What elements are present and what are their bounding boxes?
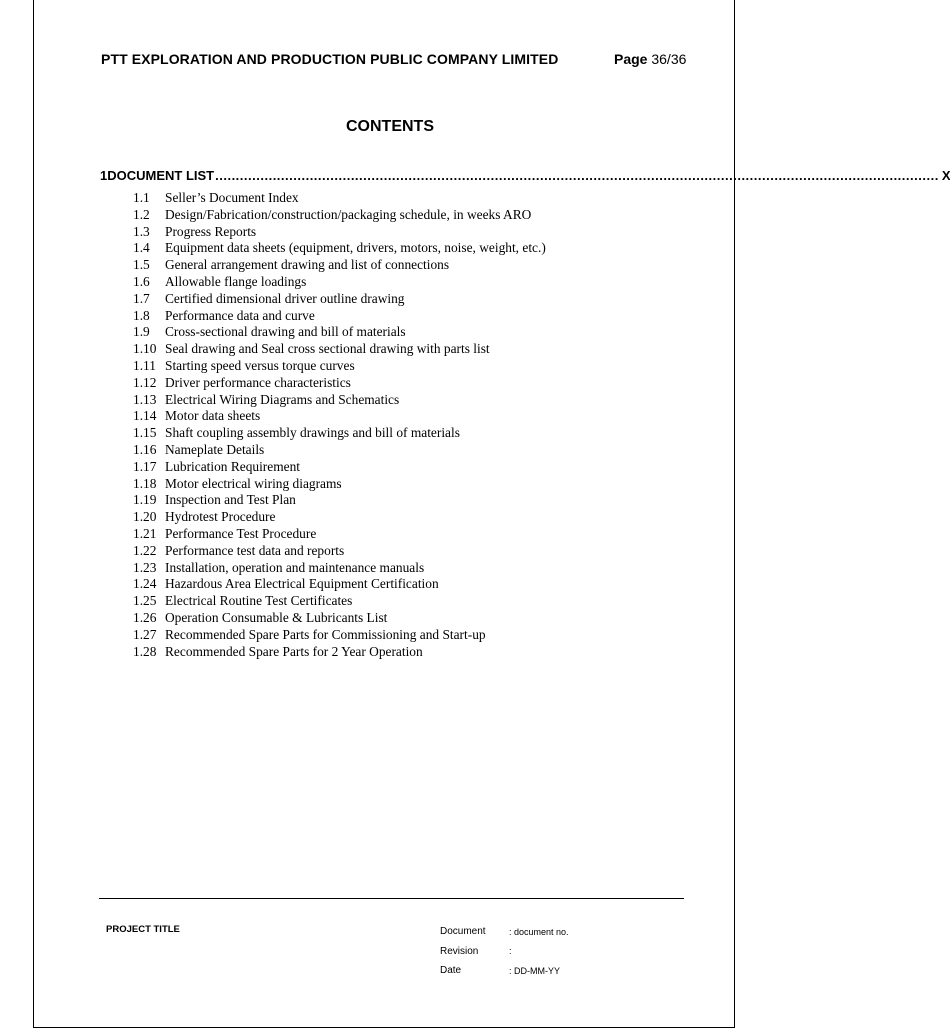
dot-leader: ................................................................................................................................................................................: [215, 168, 939, 183]
toc-item[interactable]: [133, 560, 546, 577]
toc-item-number: 1.22: [133, 542, 157, 558]
toc-item-title: Driver performance characteristics: [165, 374, 351, 390]
toc-item-title: Certified dimensional driver outline drawing: [165, 290, 405, 306]
toc-item-title: Allowable flange loadings: [165, 273, 307, 289]
toc-item[interactable]: [133, 341, 546, 358]
date-value: : DD-MM-YY: [509, 965, 560, 976]
toc-item-number: 1.24: [133, 576, 157, 592]
toc-item[interactable]: [133, 459, 546, 476]
toc-item-number: 1.19: [133, 492, 157, 508]
toc-item[interactable]: [133, 576, 546, 593]
toc-item-title: Lubrication Requirement: [165, 458, 300, 474]
toc-item-title: Inspection and Test Plan: [165, 492, 296, 508]
toc-item[interactable]: [133, 644, 546, 661]
toc-item-title: Hazardous Area Electrical Equipment Certification: [165, 576, 439, 592]
toc-item-title: Seller’s Document Index: [165, 190, 299, 205]
toc-item-number: 1.21: [133, 525, 157, 541]
toc-item-title: Installation, operation and maintenance manuals: [165, 559, 425, 575]
toc-item-number: 1.3: [133, 223, 150, 239]
toc-item-number: 1.18: [133, 475, 157, 491]
toc-item[interactable]: [133, 324, 546, 341]
toc-item-title: Seal drawing and Seal cross sectional drawing with parts list: [165, 341, 490, 357]
toc-item-title: Motor electrical wiring diagrams: [165, 475, 342, 491]
toc-item-title: Electrical Routine Test Certificates: [165, 593, 353, 609]
page-label: Page: [614, 51, 648, 67]
toc-item[interactable]: [133, 509, 546, 526]
toc-item-title: Equipment data sheets (equipment, drivers, motors, noise, weight, etc.): [165, 240, 546, 256]
toc-item[interactable]: [133, 291, 546, 308]
company-name: PTT EXPLORATION AND PRODUCTION PUBLIC COMPANY LIMITED: [101, 51, 559, 67]
toc-item-number: 1.8: [133, 307, 150, 323]
toc-item-number: 1.23: [133, 559, 157, 575]
toc-item-title: Recommended Spare Parts for Commissioning and Start-up: [165, 626, 486, 642]
meta-revision-row: [440, 942, 569, 962]
toc-item-title: Starting speed versus torque curves: [165, 357, 355, 373]
toc-item-title: Electrical Wiring Diagrams and Schematics: [165, 391, 400, 407]
toc-item-title: Recommended Spare Parts for 2 Year Operation: [165, 643, 423, 659]
toc-item-title: Shaft coupling assembly drawings and bill of materials: [165, 425, 460, 441]
toc-item-number: 1.1: [133, 190, 150, 205]
toc-list: [133, 190, 546, 660]
toc-item-title: General arrangement drawing and list of connections: [165, 257, 450, 273]
toc-item[interactable]: [133, 392, 546, 409]
toc-item-title: Motor data sheets: [165, 408, 261, 424]
toc-item[interactable]: [133, 492, 546, 509]
toc-item[interactable]: [133, 408, 546, 425]
footer-divider: [99, 898, 684, 899]
toc-item-number: 1.15: [133, 425, 157, 441]
toc-item-title: Nameplate Details: [165, 441, 265, 457]
toc-item-number: 1.9: [133, 324, 150, 340]
toc-item[interactable]: [133, 308, 546, 325]
revision-value: :: [509, 946, 512, 957]
page-indicator: [614, 51, 686, 67]
toc-item-title: Performance Test Procedure: [165, 525, 317, 541]
toc-item-number: 1.7: [133, 290, 150, 306]
toc-item-title: Performance test data and reports: [165, 542, 345, 558]
toc-item-number: 1.17: [133, 458, 157, 474]
toc-item[interactable]: [133, 543, 546, 560]
toc-item[interactable]: [133, 425, 546, 442]
toc-item[interactable]: [133, 593, 546, 610]
toc-item-number: 1.2: [133, 206, 150, 222]
toc-item[interactable]: [133, 257, 546, 274]
document-label: Document: [440, 926, 486, 938]
page-number: 36/36: [651, 51, 687, 67]
document-value: : document no.: [509, 926, 569, 937]
toc-item-number: 1.26: [133, 609, 157, 625]
toc-item-title: Design/Fabrication/construction/packaging schedule, in weeks ARO: [165, 206, 532, 222]
toc-item[interactable]: [133, 375, 546, 392]
section-page-ref: X: [941, 168, 950, 183]
toc-item-number: 1.12: [133, 374, 157, 390]
contents-title: CONTENTS: [346, 118, 434, 135]
toc-item-number: 1.11: [133, 357, 156, 373]
project-title: PROJECT TITLE: [106, 924, 180, 935]
toc-item[interactable]: [133, 224, 546, 241]
meta-date-row: [440, 961, 569, 981]
section-title: DOCUMENT LIST: [107, 168, 215, 183]
toc-item-number: 1.27: [133, 626, 157, 642]
toc-item-number: 1.13: [133, 391, 157, 407]
toc-item-number: 1.25: [133, 593, 157, 609]
toc-item[interactable]: [133, 240, 546, 257]
toc-item-number: 1.5: [133, 257, 150, 273]
document-meta: [440, 922, 569, 981]
toc-item-number: 1.28: [133, 643, 157, 659]
toc-item-title: Progress Reports: [165, 223, 257, 239]
toc-item-number: 1.14: [133, 408, 157, 424]
toc-item-title: Cross-sectional drawing and bill of materials: [165, 324, 406, 340]
meta-document-row: [440, 922, 569, 942]
toc-item[interactable]: [133, 476, 546, 493]
toc-item[interactable]: [133, 190, 546, 207]
toc-item-number: 1.16: [133, 441, 157, 457]
toc-item-number: 1.20: [133, 509, 157, 525]
toc-item[interactable]: [133, 358, 546, 375]
toc-item-number: 1.10: [133, 341, 157, 357]
section-number: 1: [100, 168, 108, 183]
toc-item-title: Performance data and curve: [165, 307, 315, 323]
toc-item-title: Hydrotest Procedure: [165, 509, 276, 525]
toc-item[interactable]: [133, 627, 546, 644]
toc-item[interactable]: [133, 442, 546, 459]
toc-item[interactable]: [133, 207, 546, 224]
toc-item-number: 1.6: [133, 273, 150, 289]
revision-label: Revision: [440, 945, 479, 957]
toc-item[interactable]: [133, 274, 546, 291]
toc-item-title: Operation Consumable & Lubricants List: [165, 609, 388, 625]
toc-section-1[interactable]: [100, 168, 950, 186]
date-label: Date: [440, 965, 462, 977]
toc-item[interactable]: [133, 526, 546, 543]
toc-item[interactable]: [133, 610, 546, 627]
toc-item-number: 1.4: [133, 240, 150, 256]
